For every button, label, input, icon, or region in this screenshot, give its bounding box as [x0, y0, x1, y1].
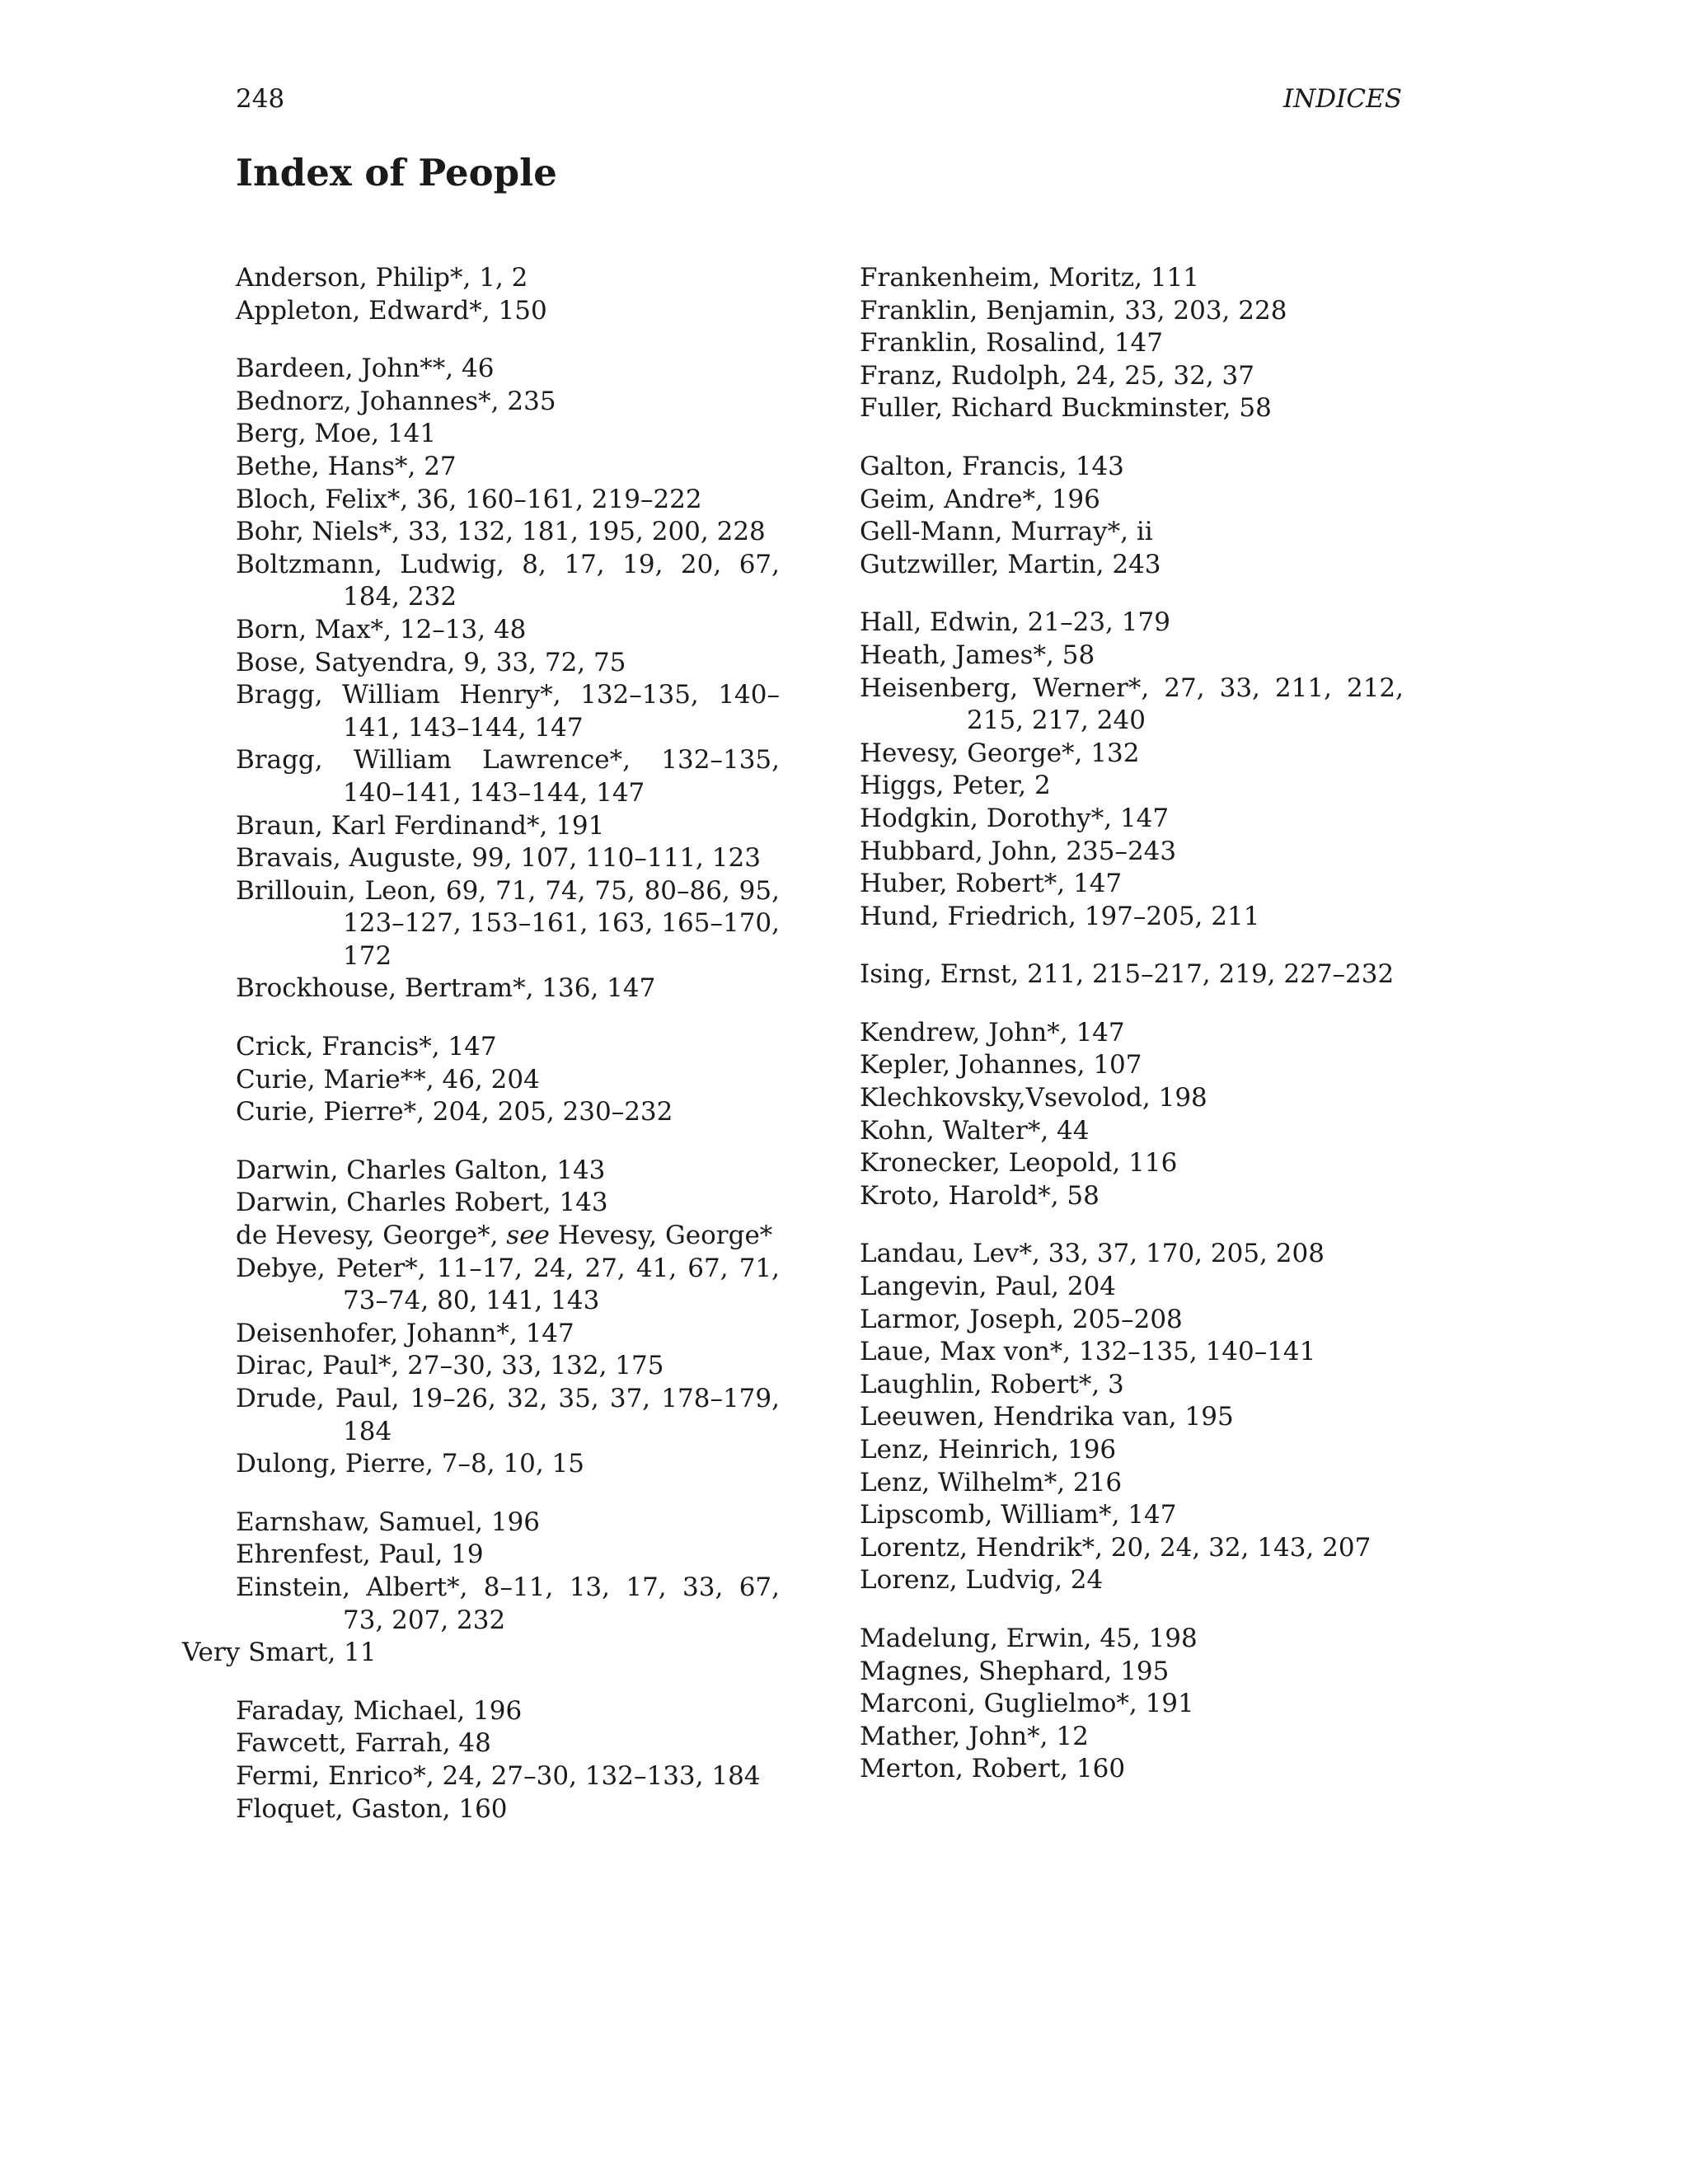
entry-text: Earnshaw, Samuel, 196 — [236, 1507, 541, 1537]
index-entry — [860, 1721, 1404, 1754]
see-target: Hevesy, George* — [549, 1221, 773, 1251]
entry-text: Lenz, Wilhelm*, 216 — [860, 1467, 1123, 1497]
entry-text: Darwin, Charles Galton, 143 — [236, 1155, 606, 1185]
index-entry — [236, 1760, 780, 1793]
entry-text: Laughlin, Robert*, 3 — [860, 1369, 1124, 1399]
index-entry — [236, 516, 780, 549]
index-entry — [236, 1572, 780, 1637]
entry-text: Kronecker, Leopold, 116 — [860, 1148, 1178, 1179]
entry-text: Dulong, Pierre, 7–8, 10, 15 — [236, 1449, 584, 1479]
index-entry — [236, 972, 780, 1005]
entry-text: Deisenhofer, Johann*, 147 — [236, 1318, 574, 1348]
index-entry — [236, 744, 780, 809]
index-entry — [236, 1318, 780, 1351]
entry-text: Mather, John*, 12 — [860, 1721, 1089, 1751]
index-entry — [860, 770, 1404, 803]
index-entry — [236, 549, 780, 614]
page-number: 248 — [236, 84, 285, 114]
entry-text: Fawcett, Farrah, 48 — [236, 1728, 491, 1759]
entry-text: Kroto, Harold*, 58 — [860, 1180, 1100, 1211]
index-entry — [860, 1304, 1404, 1337]
entry-text: Fermi, Enrico*, 24, 27–30, 132–133, 184 — [236, 1760, 761, 1791]
entry-text: Ising, Ernst, 211, 215–217, 219, 227–232 — [860, 959, 1395, 990]
index-group — [236, 1155, 780, 1481]
entry-text: Galton, Francis, 143 — [860, 451, 1124, 481]
index-group — [236, 262, 780, 327]
index-entry — [860, 1467, 1404, 1500]
index-group — [236, 1695, 780, 1825]
index-group — [860, 1017, 1404, 1213]
entry-text: Faraday, Michael, 196 — [236, 1695, 523, 1726]
index-entry — [860, 360, 1404, 393]
entry-text: Born, Max*, 12–13, 48 — [236, 614, 527, 644]
entry-text: Curie, Marie**, 46, 204 — [236, 1064, 540, 1094]
index-group — [860, 262, 1404, 425]
entry-text: Bragg, William Henry*, 132–135, 140–141, 143–144, 147 — [236, 680, 780, 743]
index-entry — [236, 1695, 780, 1728]
index-entry — [860, 1180, 1404, 1213]
index-entry — [860, 901, 1404, 934]
index-group — [236, 353, 780, 1005]
index-entry — [860, 803, 1404, 836]
index-entry — [860, 327, 1404, 360]
index-entry — [236, 451, 780, 484]
index-entry — [860, 262, 1404, 295]
index-entry — [236, 1539, 780, 1572]
entry-text: Leeuwen, Hendrika van, 195 — [860, 1402, 1234, 1432]
index-entry — [860, 516, 1404, 549]
entry-text: Laue, Max von*, 132–135, 140–141 — [860, 1337, 1316, 1367]
index-entry — [860, 868, 1404, 901]
index-entry — [860, 640, 1404, 673]
entry-text: Geim, Andre*, 196 — [860, 484, 1100, 514]
index-entry — [236, 875, 780, 973]
index-entry — [236, 484, 780, 517]
entry-text: Floquet, Gaston, 160 — [236, 1793, 508, 1824]
index-entry — [860, 673, 1404, 738]
index-subentry — [182, 1637, 780, 1670]
index-entry — [860, 1017, 1404, 1050]
entry-text: Heisenberg, Werner*, 27, 33, 211, 212, 215, 217, 240 — [860, 673, 1404, 736]
index-entry — [860, 1271, 1404, 1304]
index-entry — [860, 958, 1404, 991]
entry-text: Boltzmann, Ludwig, 8, 17, 19, 20, 67, 184, 232 — [236, 549, 780, 612]
index-group — [860, 607, 1404, 933]
index-group — [860, 1238, 1404, 1597]
entry-text: Braun, Karl Ferdinand*, 191 — [236, 810, 605, 841]
index-column-right — [860, 262, 1404, 1811]
entry-text: Bloch, Felix*, 36, 160–161, 219–222 — [236, 484, 702, 514]
entry-text: Brillouin, Leon, 69, 71, 74, 75, 80–86, 95, 123–127, 153–161, 163, 165–170, 172 — [236, 875, 780, 971]
index-entry — [236, 1096, 780, 1129]
index-entry — [236, 647, 780, 680]
entry-text: Bravais, Auguste, 99, 107, 110–111, 123 — [236, 843, 761, 874]
entry-text: Franklin, Rosalind, 147 — [860, 328, 1163, 359]
index-entry — [860, 1656, 1404, 1689]
index-column-left — [182, 262, 780, 1851]
index-entry — [860, 1499, 1404, 1532]
entry-text: Marconi, Guglielmo*, 191 — [860, 1689, 1194, 1719]
entry-text: Bragg, William Lawrence*, 132–135, 140–141, 143–144, 147 — [236, 745, 780, 808]
index-entry — [860, 549, 1404, 582]
entry-text: Frankenheim, Moritz, 111 — [860, 263, 1200, 293]
entry-text: Higgs, Peter, 2 — [860, 771, 1051, 801]
entry-text: Einstein, Albert*, 8–11, 13, 17, 33, 67, 73, 207, 232 — [236, 1572, 780, 1635]
index-entry — [236, 262, 780, 295]
entry-text: Lorenz, Ludvig, 24 — [860, 1565, 1104, 1596]
index-entry — [236, 842, 780, 875]
index-entry — [236, 1253, 780, 1318]
index-entry — [236, 1031, 780, 1064]
index-entry — [236, 679, 780, 744]
entry-text: Lenz, Heinrich, 196 — [860, 1435, 1117, 1465]
entry-text: Hall, Edwin, 21–23, 179 — [860, 607, 1170, 638]
entry-text: Merton, Robert, 160 — [860, 1754, 1126, 1784]
entry-text: Bohr, Niels*, 33, 132, 181, 195, 200, 228 — [236, 517, 766, 547]
index-entry — [860, 1238, 1404, 1271]
entry-text: Berg, Moe, 141 — [236, 419, 437, 449]
entry-text: Brockhouse, Bertram*, 136, 147 — [236, 973, 656, 1004]
entry-text: Larmor, Joseph, 205–208 — [860, 1304, 1183, 1334]
page-title: Index of People — [236, 151, 557, 194]
index-entry — [860, 1336, 1404, 1369]
entry-text: Kohn, Walter*, 44 — [860, 1115, 1090, 1146]
index-entry — [236, 353, 780, 386]
index-entry — [860, 607, 1404, 640]
index-entry — [860, 1115, 1404, 1148]
entry-text: Bednorz, Johannes*, 235 — [236, 386, 556, 416]
index-entry — [860, 1532, 1404, 1565]
index-entry — [860, 1369, 1404, 1402]
index-entry — [860, 1564, 1404, 1597]
entry-text: Crick, Francis*, 147 — [236, 1032, 497, 1062]
index-entry — [860, 1623, 1404, 1656]
index-entry — [860, 1434, 1404, 1467]
index-entry — [236, 1383, 780, 1448]
entry-text: Lorentz, Hendrik*, 20, 24, 32, 143, 207 — [860, 1532, 1372, 1563]
entry-text: Huber, Robert*, 147 — [860, 869, 1123, 899]
entry-text: Appleton, Edward*, 150 — [236, 295, 547, 326]
index-entry — [860, 295, 1404, 328]
index-entry — [236, 614, 780, 647]
entry-text: Debye, Peter*, 11–17, 24, 27, 41, 67, 71, 73–74, 80, 141, 143 — [236, 1253, 780, 1316]
entry-text: Anderson, Philip*, 1, 2 — [236, 263, 528, 293]
index-entry — [860, 738, 1404, 771]
index-entry — [236, 1220, 780, 1253]
index-entry — [236, 1507, 780, 1540]
index-entry — [860, 1082, 1404, 1115]
entry-text: Kendrew, John*, 147 — [860, 1017, 1125, 1047]
index-entry — [236, 386, 780, 419]
index-entry — [860, 451, 1404, 484]
entry-text: Gutzwiller, Martin, 243 — [860, 549, 1161, 579]
entry-text: Hund, Friedrich, 197–205, 211 — [860, 901, 1260, 931]
see-reference: see — [506, 1221, 550, 1251]
entry-text: Franklin, Benjamin, 33, 203, 228 — [860, 295, 1287, 326]
entry-text: Very Smart, 11 — [182, 1638, 377, 1668]
entry-text: Bethe, Hans*, 27 — [236, 451, 457, 481]
index-entry — [236, 418, 780, 451]
index-entry — [236, 1187, 780, 1220]
entry-text: Bardeen, John**, 46 — [236, 354, 495, 384]
entry-text: Magnes, Shephard, 195 — [860, 1656, 1170, 1686]
index-group — [182, 1507, 780, 1670]
index-entry — [236, 1793, 780, 1826]
entry-text: Darwin, Charles Robert, 143 — [236, 1188, 608, 1218]
index-entry — [236, 1155, 780, 1188]
entry-text: Madelung, Erwin, 45, 198 — [860, 1623, 1198, 1653]
entry-text: Hodgkin, Dorothy*, 147 — [860, 803, 1170, 833]
entry-text: Franz, Rudolph, 24, 25, 32, 37 — [860, 360, 1254, 391]
entry-text: Gell-Mann, Murray*, ii — [860, 517, 1153, 547]
entry-text: Klechkovsky,Vsevolod, 198 — [860, 1083, 1207, 1113]
entry-text: Lipscomb, William*, 147 — [860, 1500, 1177, 1530]
index-entry — [860, 1753, 1404, 1786]
index-entry — [236, 1064, 780, 1097]
entry-text: Kepler, Johannes, 107 — [860, 1050, 1142, 1080]
index-entry — [860, 1049, 1404, 1082]
index-entry — [860, 1147, 1404, 1180]
entry-text: Bose, Satyendra, 9, 33, 72, 75 — [236, 647, 626, 677]
index-group — [860, 958, 1404, 991]
index-group — [860, 451, 1404, 581]
index-group — [236, 1031, 780, 1129]
running-head: INDICES — [1282, 84, 1402, 114]
index-entry — [860, 392, 1404, 425]
entry-text: Hevesy, George*, 132 — [860, 738, 1140, 768]
index-entry — [236, 295, 780, 328]
entry-text: Drude, Paul, 19–26, 32, 35, 37, 178–179, 184 — [236, 1384, 780, 1446]
entry-text: Heath, James*, 58 — [860, 640, 1095, 670]
entry-text: Dirac, Paul*, 27–30, 33, 132, 175 — [236, 1351, 664, 1381]
entry-text: de Hevesy, George*, — [236, 1221, 507, 1251]
index-entry — [860, 1401, 1404, 1434]
entry-text: Curie, Pierre*, 204, 205, 230–232 — [236, 1097, 673, 1127]
entry-text: Landau, Lev*, 33, 37, 170, 205, 208 — [860, 1239, 1325, 1269]
entry-text: Langevin, Paul, 204 — [860, 1272, 1117, 1302]
index-entry — [236, 1350, 780, 1383]
entry-text: Hubbard, John, 235–243 — [860, 836, 1177, 866]
index-entry — [860, 836, 1404, 869]
index-group — [860, 1623, 1404, 1786]
entry-text: Ehrenfest, Paul, 19 — [236, 1540, 484, 1570]
index-entry — [236, 1727, 780, 1760]
index-entry — [860, 1688, 1404, 1721]
index-entry — [860, 484, 1404, 517]
index-entry — [236, 1448, 780, 1481]
entry-text: Fuller, Richard Buckminster, 58 — [860, 393, 1272, 424]
index-entry — [236, 810, 780, 843]
